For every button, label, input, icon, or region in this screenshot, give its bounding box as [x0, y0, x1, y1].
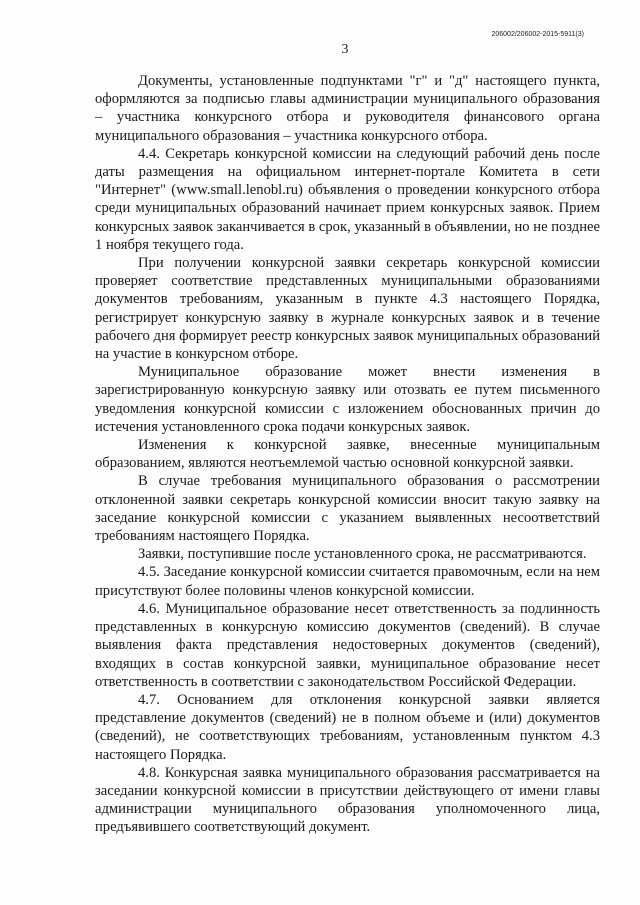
paragraph-application-changes: Муниципальное образование может внести изменения в зарегистрированную конкурсную заявку или отозвать ее путем письменного уведомления конкурсной комиссии с изложением обоснованных причин до истечения установленного срока подачи конкурсных заявок. [95, 364, 600, 435]
paragraph-4-8: 4.8. Конкурсная заявка муниципального образования рассматривается на заседании конкурсной комиссии в присутствии действующего от имени главы администрации муниципального образования уполномоченного лица, предъявившего соответствующий документ. [95, 764, 600, 836]
paragraph-4-4: 4.4. Секретарь конкурсной комиссии на следующий рабочий день после даты размещения на официальном интернет-портале Комитета в сети "Интернет" (www.small.lenobl.ru) объявления о проведении конкурсного отбора среди муниципальных образований начинает прием конкурсных заявок. Прием конкурсных заявок заканчивается в срок, указанный в объявлении, но не позднее 1 ноября текущего года. [95, 145, 600, 253]
paragraph-rejected-review: В случае требования муниципального образования о рассмотрении отклоненной заявки секретарь конкурсной комиссии вносит такую заявку на заседание конкурсной комиссии с указанием выявленных несоответствий требованиям настоящего Порядка. [95, 473, 600, 545]
paragraph-documents-signature: Документы, установленные подпунктами "г" и "д" настоящего пункта, оформляются за подписью главы администрации муниципального образования – участника конкурсного отбора и руководителя финансового органа муниципального образования – участника конкурсного отбора. [95, 73, 600, 144]
document-code: 206002/206002-2015-5911(3) [491, 31, 584, 38]
paragraph-4-5: 4.5. Заседание конкурсной комиссии считается правомочным, если на нем присутствуют более половины членов конкурсной комиссии. [95, 564, 600, 599]
paragraph-late-applications: Заявки, поступившие после установленного срока, не рассматриваются. [138, 546, 587, 563]
paragraph-changes-integral: Изменения к конкурсной заявке, внесенные муниципальным образованием, являются неотъемлемой частью основной конкурсной заявки. [95, 437, 600, 472]
paragraph-application-check: При получении конкурсной заявки секретарь конкурсной комиссии проверяет соответствие представленных муниципальными образованиями документов требованиям, указанным в пункте 4.3 настоящего Порядка, регистрирует конкурсную заявку в журнале конкурсных заявок и в течение рабочего дня формирует реестр конкурсных заявок муниципальных образований на участие в конкурсном отборе. [95, 255, 600, 363]
page-number: 3 [341, 42, 349, 57]
paragraph-4-6: 4.6. Муниципальное образование несет ответственность за подлинность представленных в конкурсную комиссию документов (сведений). В случае выявления факта представления недостоверных документов (сведений), входящих в состав конкурсной заявки, муниципальное образование несет ответственность в соответствии с законодательством Российской Федерации. [95, 600, 600, 690]
document-body [95, 72, 600, 837]
paragraph-4-7: 4.7. Основанием для отклонения конкурсной заявки является представление документов (сведений) не в полном объеме и (или) документов (сведений), не соответствующих требованиям, установленным пунктом 4.3 настоящего Порядка. [95, 691, 600, 763]
